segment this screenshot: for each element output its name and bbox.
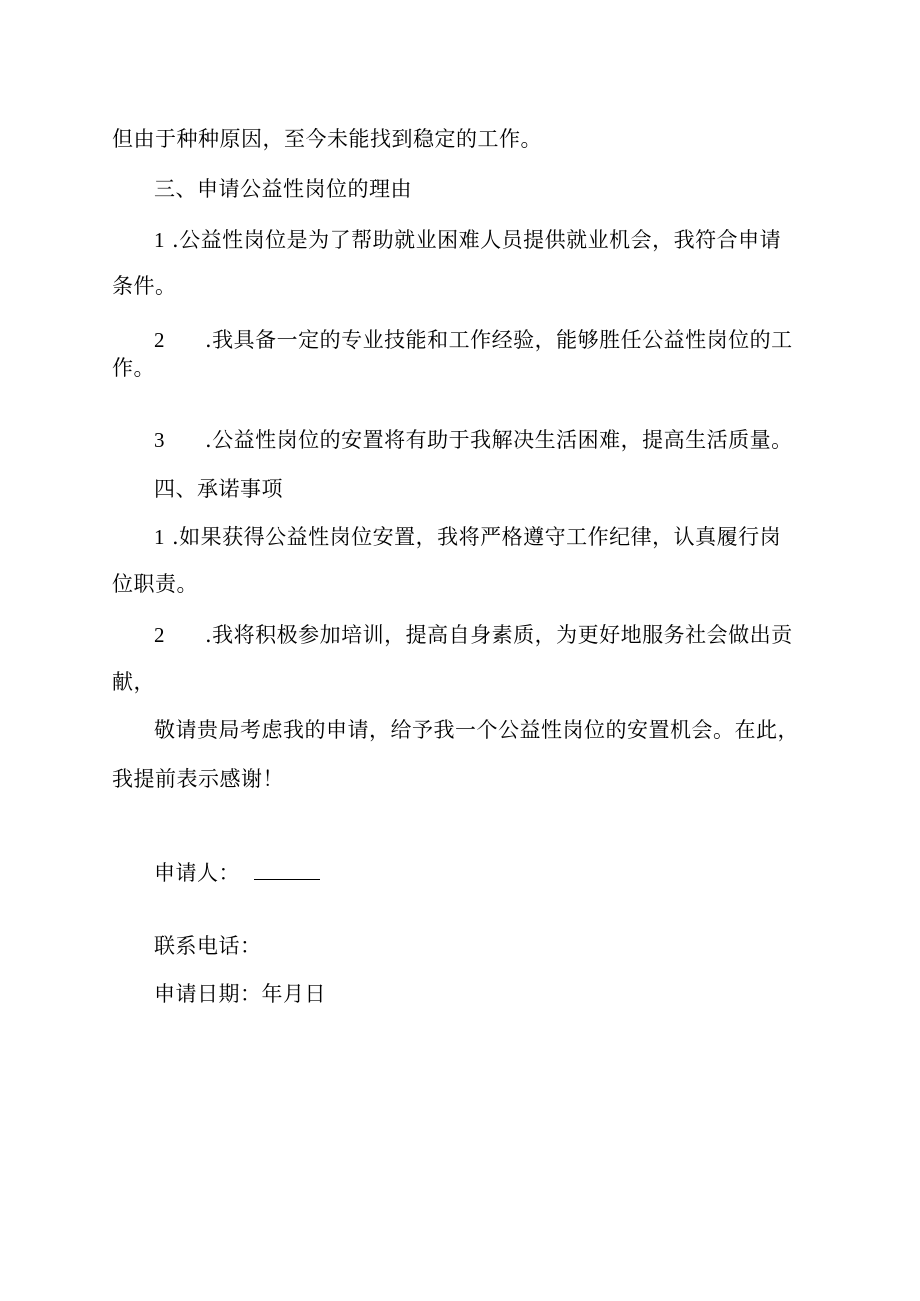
closing-line: 敬请贵局考虑我的申请，给予我一个公益性岗位的安置机会。在此， [154,718,799,742]
reason-number: 3 [154,428,165,452]
reason-number: 1 [154,228,165,252]
commitment-number: 1 [154,525,165,549]
reason-text-cont: 作。 [112,356,155,380]
commitment-number: 2 [154,623,165,647]
section4-heading: 四、承诺事项 [154,477,283,501]
applicant-row [154,861,320,885]
date-label: 申请日期：年月日 [154,982,326,1006]
intro-tail-line: 但由于种种原因，至今未能找到稳定的工作。 [112,127,542,151]
reason-text-cont: 条件。 [112,274,177,298]
commitment-text: .我将积极参加培训，提高自身素质，为更好地服务社会做出贡 [205,623,793,647]
commitment-text: .如果获得公益性岗位安置，我将严格遵守工作纪律，认真履行岗 [172,525,782,549]
reason-number: 2 [154,328,165,352]
commitment-text-cont: 位职责。 [112,572,198,596]
reason-text: .我具备一定的专业技能和工作经验，能够胜任公益性岗位的工 [205,328,793,352]
reason-text: .公益性岗位的安置将有助于我解决生活困难，提高生活质量。 [205,428,793,452]
reason-text: .公益性岗位是为了帮助就业困难人员提供就业机会，我符合申请 [172,228,782,252]
phone-label: 联系电话： [154,934,262,958]
closing-line-cont: 我提前表示感谢！ [112,767,284,791]
applicant-signature-blank [254,861,320,880]
section3-heading: 三、申请公益性岗位的理由 [154,177,412,201]
applicant-label: 申请人： [154,861,240,885]
commitment-text-cont: 献， [112,670,155,694]
